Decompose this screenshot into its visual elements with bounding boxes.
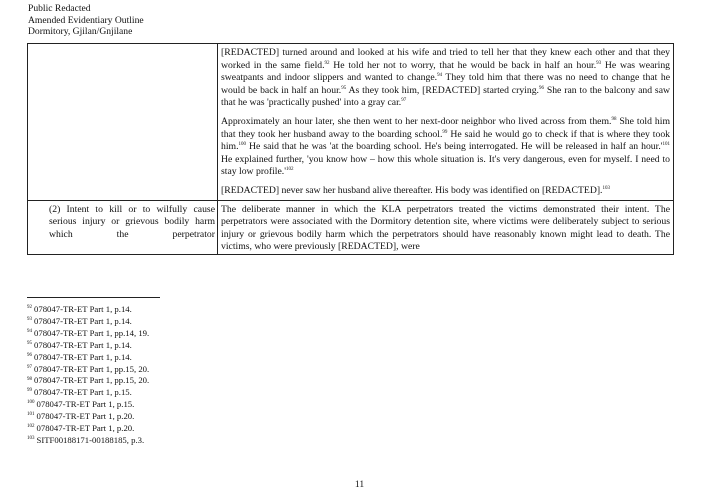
footnote-text: 078047-TR-ET Part 1, pp.15, 20.: [34, 375, 150, 386]
document-title: Amended Evidentiary Outline: [28, 14, 144, 26]
evidence-sentence: They told him that there was no need to change that he would be back in half an hour.: [221, 72, 670, 96]
table-row: [28, 200, 674, 254]
footnotes-list: [27, 304, 149, 447]
footnote-ref[interactable]: 93: [596, 60, 602, 66]
footnote-text: 078047-TR-ET Part 1, pp.15, 20.: [34, 363, 150, 374]
evidence-sentence: He said he would go to check if that is where they took him.: [221, 128, 671, 153]
footnote-number: 100: [27, 400, 35, 406]
footnote-text: 078047-TR-ET Part 1, p.14.: [34, 339, 132, 350]
evidence-sentence: As they took him, [REDACTED] started crying.: [346, 84, 539, 96]
footnote-text: 078047-TR-ET Part 1, p.15.: [36, 399, 135, 410]
footnote-ref[interactable]: 103: [602, 185, 610, 191]
evidence-sentence: He said that he was 'at the boarding school. He's being interrogated. He will be released in half an hour.': [246, 141, 663, 153]
evidence-sentence: She told him that they took her husband away to the boarding school.: [221, 115, 670, 140]
footnote-item: [27, 435, 149, 447]
classification-label: Public Redacted: [28, 3, 91, 14]
evidence-sentence: He told her not to worry, that he would be back in half an hour.: [329, 59, 597, 71]
page-number: 11: [354, 479, 365, 490]
footnote-text: 078047-TR-ET Part 1, p.14.: [34, 351, 132, 362]
footnote-number: 96: [27, 352, 32, 358]
footnote-ref[interactable]: 101: [662, 141, 670, 147]
footnote-separator: [27, 297, 160, 298]
evidence-paragraph: [221, 185, 670, 198]
footnote-item: [27, 375, 149, 387]
footnote-item: [27, 340, 149, 352]
footnote-number: 97: [27, 364, 32, 370]
footnote-text: 078047-TR-ET Part 1, p.20.: [36, 423, 135, 434]
footnote-number: 92: [27, 305, 32, 311]
footnote-number: 102: [27, 424, 35, 430]
evidence-sentence: She ran to the balcony and saw that he was 'practically pushed' into a gray car.: [221, 84, 670, 109]
footnote-number: 94: [27, 328, 32, 334]
footnote-ref[interactable]: 98: [611, 116, 617, 122]
footnote-item: [27, 304, 149, 316]
footnote-ref[interactable]: 99: [442, 129, 448, 135]
footnote-ref[interactable]: 97: [401, 98, 407, 104]
criterion-cell: (2) Intent to kill or to wilfully cause serious injury or grievous bodily harm which the perpetrator: [28, 200, 218, 254]
footnote-text: 078047-TR-ET Part 1, pp.14, 19.: [34, 327, 150, 338]
footnote-text: 078047-TR-ET Part 1, p.14.: [34, 315, 132, 326]
evidence-sentence: Approximately an hour later, she then went to her next-door neighbor who lived across from them.: [221, 115, 612, 127]
footnote-item: [27, 399, 149, 411]
evidence-sentence: He explained further, 'you know how – how this whole situation is. It's very dangerous, even for myself. I need to stay low profile.': [221, 153, 670, 178]
footnote-ref[interactable]: 94: [437, 72, 443, 78]
footnote-number: 93: [27, 317, 32, 323]
footnote-text: 078047-TR-ET Part 1, p.14.: [34, 304, 132, 314]
footnote-ref[interactable]: 96: [538, 85, 544, 91]
footnote-number: 95: [27, 340, 32, 346]
footnote-item: [27, 411, 149, 423]
evidence-sentence: He was wearing sweatpants and indoor slippers and wanted to change.: [221, 59, 671, 84]
evidence-paragraph: [221, 47, 670, 110]
location-title: Dormitory, Gjilan/Gnjilane: [28, 26, 133, 38]
footnote-ref[interactable]: 102: [285, 167, 294, 173]
evidence-paragraph: The deliberate manner in which the KLA perpetrators treated the victims demonstrated their intent. The perpetrators were associated with the Dormitory detention site, where victims were deliberately subject to serious injury or grievous bodily harm which the perpetrators should have reasonably known might lead to death. The victims, who were previously [REDACTED], were: [221, 203, 670, 253]
footnote-item: [27, 423, 149, 435]
evidence-sentence: [REDACTED] never saw her husband alive thereafter. His body was identified on [REDACTED].: [221, 184, 603, 196]
footnote-ref[interactable]: 92: [324, 60, 330, 66]
document-header: [28, 3, 144, 38]
footnote-number: 99: [27, 388, 32, 394]
evidence-cell: [218, 44, 674, 201]
evidence-cell: [218, 200, 674, 254]
footnote-item: [27, 316, 149, 328]
footnote-number: 103: [27, 436, 35, 442]
footnote-item: [27, 328, 149, 340]
evidentiary-outline-table: [27, 43, 674, 255]
evidence-paragraph: [221, 116, 670, 179]
footnote-number: 101: [27, 412, 35, 418]
footnote-text: 078047-TR-ET Part 1, p.15.: [34, 387, 132, 398]
footnote-text: 078047-TR-ET Part 1, p.20.: [36, 411, 135, 422]
footnote-ref[interactable]: 100: [238, 141, 246, 147]
criterion-cell-empty: [28, 44, 218, 201]
footnote-ref[interactable]: 95: [341, 85, 347, 91]
footnote-item: [27, 352, 149, 364]
footnote-number: 98: [27, 376, 32, 382]
footnote-item: [27, 364, 149, 376]
evidence-sentence: [REDACTED] turned around and looked at his wife and tried to tell her that they knew each other and that they worked in the same field.: [221, 47, 670, 71]
footnote-item: [27, 387, 149, 399]
table-row: [28, 44, 674, 201]
footnote-text: SITF00188171-00188185, p.3.: [36, 434, 145, 445]
